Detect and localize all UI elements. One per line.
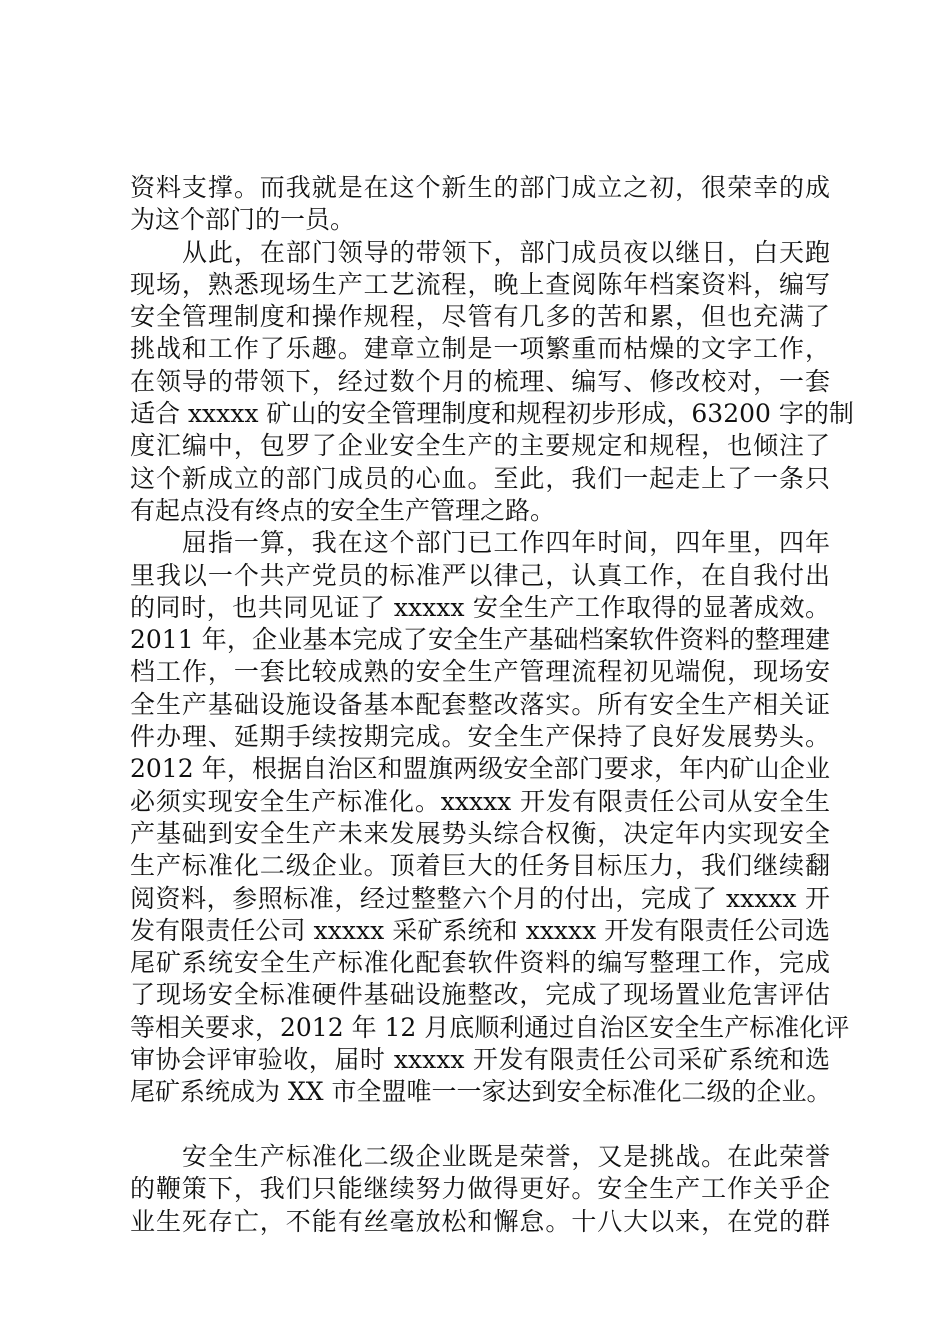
text-line: 2011 年，企业基本完成了安全生产基础档案软件资料的整理建: [130, 625, 830, 655]
text-line: 里我以一个共产党员的标准严以律己，认真工作，在自我付出: [130, 560, 830, 590]
text-line: 等相关要求，2012 年 12 月底顺利通过自治区安全生产标准化评: [130, 1012, 850, 1042]
text-line: 挑战和工作了乐趣。建章立制是一项繁重而枯燥的文字工作，: [130, 334, 830, 364]
text-line: 审协会评审验收，届时 xxxxx 开发有限责任公司采矿系统和选: [130, 1045, 830, 1075]
text-line: 尾矿系统安全生产标准化配套软件资料的编写整理工作，完成: [130, 948, 830, 978]
text-line: 了现场安全标准硬件基础设施整改，完成了现场置业危害评估: [130, 980, 830, 1010]
text-line: 的同时，也共同见证了 xxxxx 安全生产工作取得的显著成效。: [130, 592, 830, 622]
text-line: 生产标准化二级企业。顶着巨大的任务目标压力，我们继续翻: [130, 851, 830, 881]
text-line: 为这个部门的一员。: [130, 205, 356, 235]
text-line: 有起点没有终点的安全生产管理之路。: [130, 495, 556, 525]
text-line: 在领导的带领下，经过数个月的梳理、编写、修改校对，一套: [130, 366, 830, 396]
text-line: 业生死存亡，不能有丝毫放松和懈怠。十八大以来，在党的群: [130, 1206, 830, 1236]
text-line: 屈指一算，我在这个部门已工作四年时间，四年里，四年: [182, 528, 830, 558]
text-line: 产基础到安全生产未来发展势头综合权衡，决定年内实现安全: [130, 818, 830, 848]
text-line: 尾矿系统成为 XX 市全盟唯一一家达到安全标准化二级的企业。: [130, 1077, 832, 1107]
text-line: 安全生产标准化二级企业既是荣誉，又是挑战。在此荣誉: [182, 1141, 830, 1171]
text-line: 档工作，一套比较成熟的安全生产管理流程初见端倪，现场安: [130, 657, 830, 687]
text-line: 的鞭策下，我们只能继续努力做得更好。安全生产工作关乎企: [130, 1174, 830, 1204]
text-line: 件办理、延期手续按期完成。安全生产保持了良好发展势头。: [130, 722, 830, 752]
body-text: [130, 172, 854, 1238]
text-line: 全生产基础设施设备基本配套整改落实。所有安全生产相关证: [130, 689, 830, 719]
blank-line: [130, 1109, 830, 1141]
text-line: 安全管理制度和操作规程，尽管有几多的苦和累，但也充满了: [130, 302, 830, 332]
text-line: 度汇编中，包罗了企业安全生产的主要规定和规程，也倾注了: [130, 431, 830, 461]
text-line: 现场，熟悉现场生产工艺流程，晚上查阅陈年档案资料，编写: [130, 269, 830, 299]
text-line: 从此，在部门领导的带领下，部门成员夜以继日，白天跑: [182, 237, 830, 267]
text-line: 必须实现安全生产标准化。xxxxx 开发有限责任公司从安全生: [130, 786, 830, 816]
text-line: 这个新成立的部门成员的心血。至此，我们一起走上了一条只: [130, 463, 830, 493]
text-line: 资料支撑。而我就是在这个新生的部门成立之初，很荣幸的成: [130, 173, 830, 202]
text-line: 发有限责任公司 xxxxx 采矿系统和 xxxxx 开发有限责任公司选: [130, 915, 830, 945]
text-line: 阅资料，参照标准，经过整整六个月的付出，完成了 xxxxx 开: [130, 883, 830, 913]
text-line: 适合 xxxxx 矿山的安全管理制度和规程初步形成，63200 字的制: [130, 399, 854, 429]
text-line: 2012 年，根据自治区和盟旗两级安全部门要求，年内矿山企业: [130, 754, 830, 784]
